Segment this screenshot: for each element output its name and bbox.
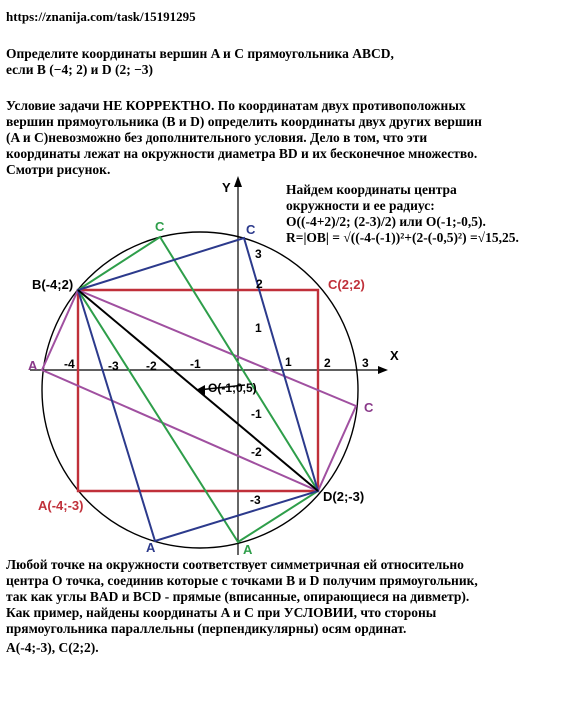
label-b: B(-4;2) [32, 277, 74, 292]
explanation-line: Как пример, найдены координаты A и C при УСЛОВИИ, что стороны [6, 605, 437, 620]
answer-text: A(-4;-3), C(2;2). [6, 640, 99, 655]
label-c-blue: C [246, 222, 256, 237]
explanation-line: так как углы BAD и BCD - прямые (вписанные, опирающиеся на дивметр). [6, 589, 470, 604]
label-c-green: C [155, 219, 165, 234]
label-d: D(2;-3) [323, 489, 365, 504]
x-tick-label: 1 [285, 355, 292, 369]
condition-line: вершин прямоугольника (B и D) определить координаты двух других вершин [6, 114, 482, 129]
label-a-main: A(-4;-3) [38, 498, 84, 513]
condition-line: (A и C)невозможно без дополнительного условия. Дело в том, что эти [6, 130, 428, 145]
center-line: окружности и ее радиус: [286, 198, 435, 213]
x-axis-label: X [390, 348, 399, 363]
y-axis-label: Y [222, 180, 231, 195]
label-a-blue: A [146, 540, 156, 555]
center-line: O((-4+2)/2; (2-3)/2) или O(-1;-0,5). [286, 214, 486, 229]
center-radius-text [286, 182, 519, 246]
center-line: R=|OB| = √((-4-(-1))²+(2-(-0,5)²) =√15,25. [286, 230, 519, 245]
x-tick-label: -3 [108, 359, 119, 373]
x-tick-label: -2 [146, 359, 157, 373]
center-line: Найдем координаты центра [286, 182, 457, 197]
task-line: если B (−4; 2) и D (2; −3) [6, 62, 154, 77]
task-line: Определите координаты вершин A и C прямоугольника ABCD, [6, 46, 394, 61]
x-tick-label: -1 [190, 357, 201, 371]
explanation-text [6, 557, 478, 637]
label-a-green: A [243, 542, 253, 557]
source-url: https://znanija.com/task/15191295 [6, 9, 196, 24]
y-tick-label: -1 [251, 407, 262, 421]
y-tick-label: -3 [250, 493, 261, 507]
x-axis-arrow-icon [378, 366, 388, 374]
label-c-main: C(2;2) [328, 277, 365, 292]
label-c-purple: C [364, 400, 374, 415]
x-tick-label: 2 [324, 356, 331, 370]
explanation-line: центра O точка, соединив которые с точками B и D получим прямоугольник, [6, 573, 478, 588]
condition-line: координаты лежат на окружности диаметра BD и их бесконечное множество. [6, 146, 478, 161]
condition-line: Смотри рисунок. [6, 162, 111, 177]
y-tick-label: 1 [255, 321, 262, 335]
x-tick-label: -4 [64, 357, 75, 371]
y-tick-label: 3 [255, 247, 262, 261]
condition-line: Условие задачи НЕ КОРРЕКТНО. По координатам двух противоположных [6, 98, 466, 113]
y-tick-label: 2 [256, 277, 263, 291]
explanation-line: Любой точке на окружности соответствует симметричная ей относительно [6, 557, 464, 572]
label-center-o: O(-1;0,5) [208, 381, 257, 395]
label-a-purple: A [28, 358, 38, 373]
y-axis-arrow-icon [234, 176, 242, 187]
explanation-line: прямоугольника параллельны (перпендикулярны) осям ординат. [6, 621, 407, 636]
y-tick-label: -2 [251, 445, 262, 459]
x-tick-label: 3 [362, 356, 369, 370]
